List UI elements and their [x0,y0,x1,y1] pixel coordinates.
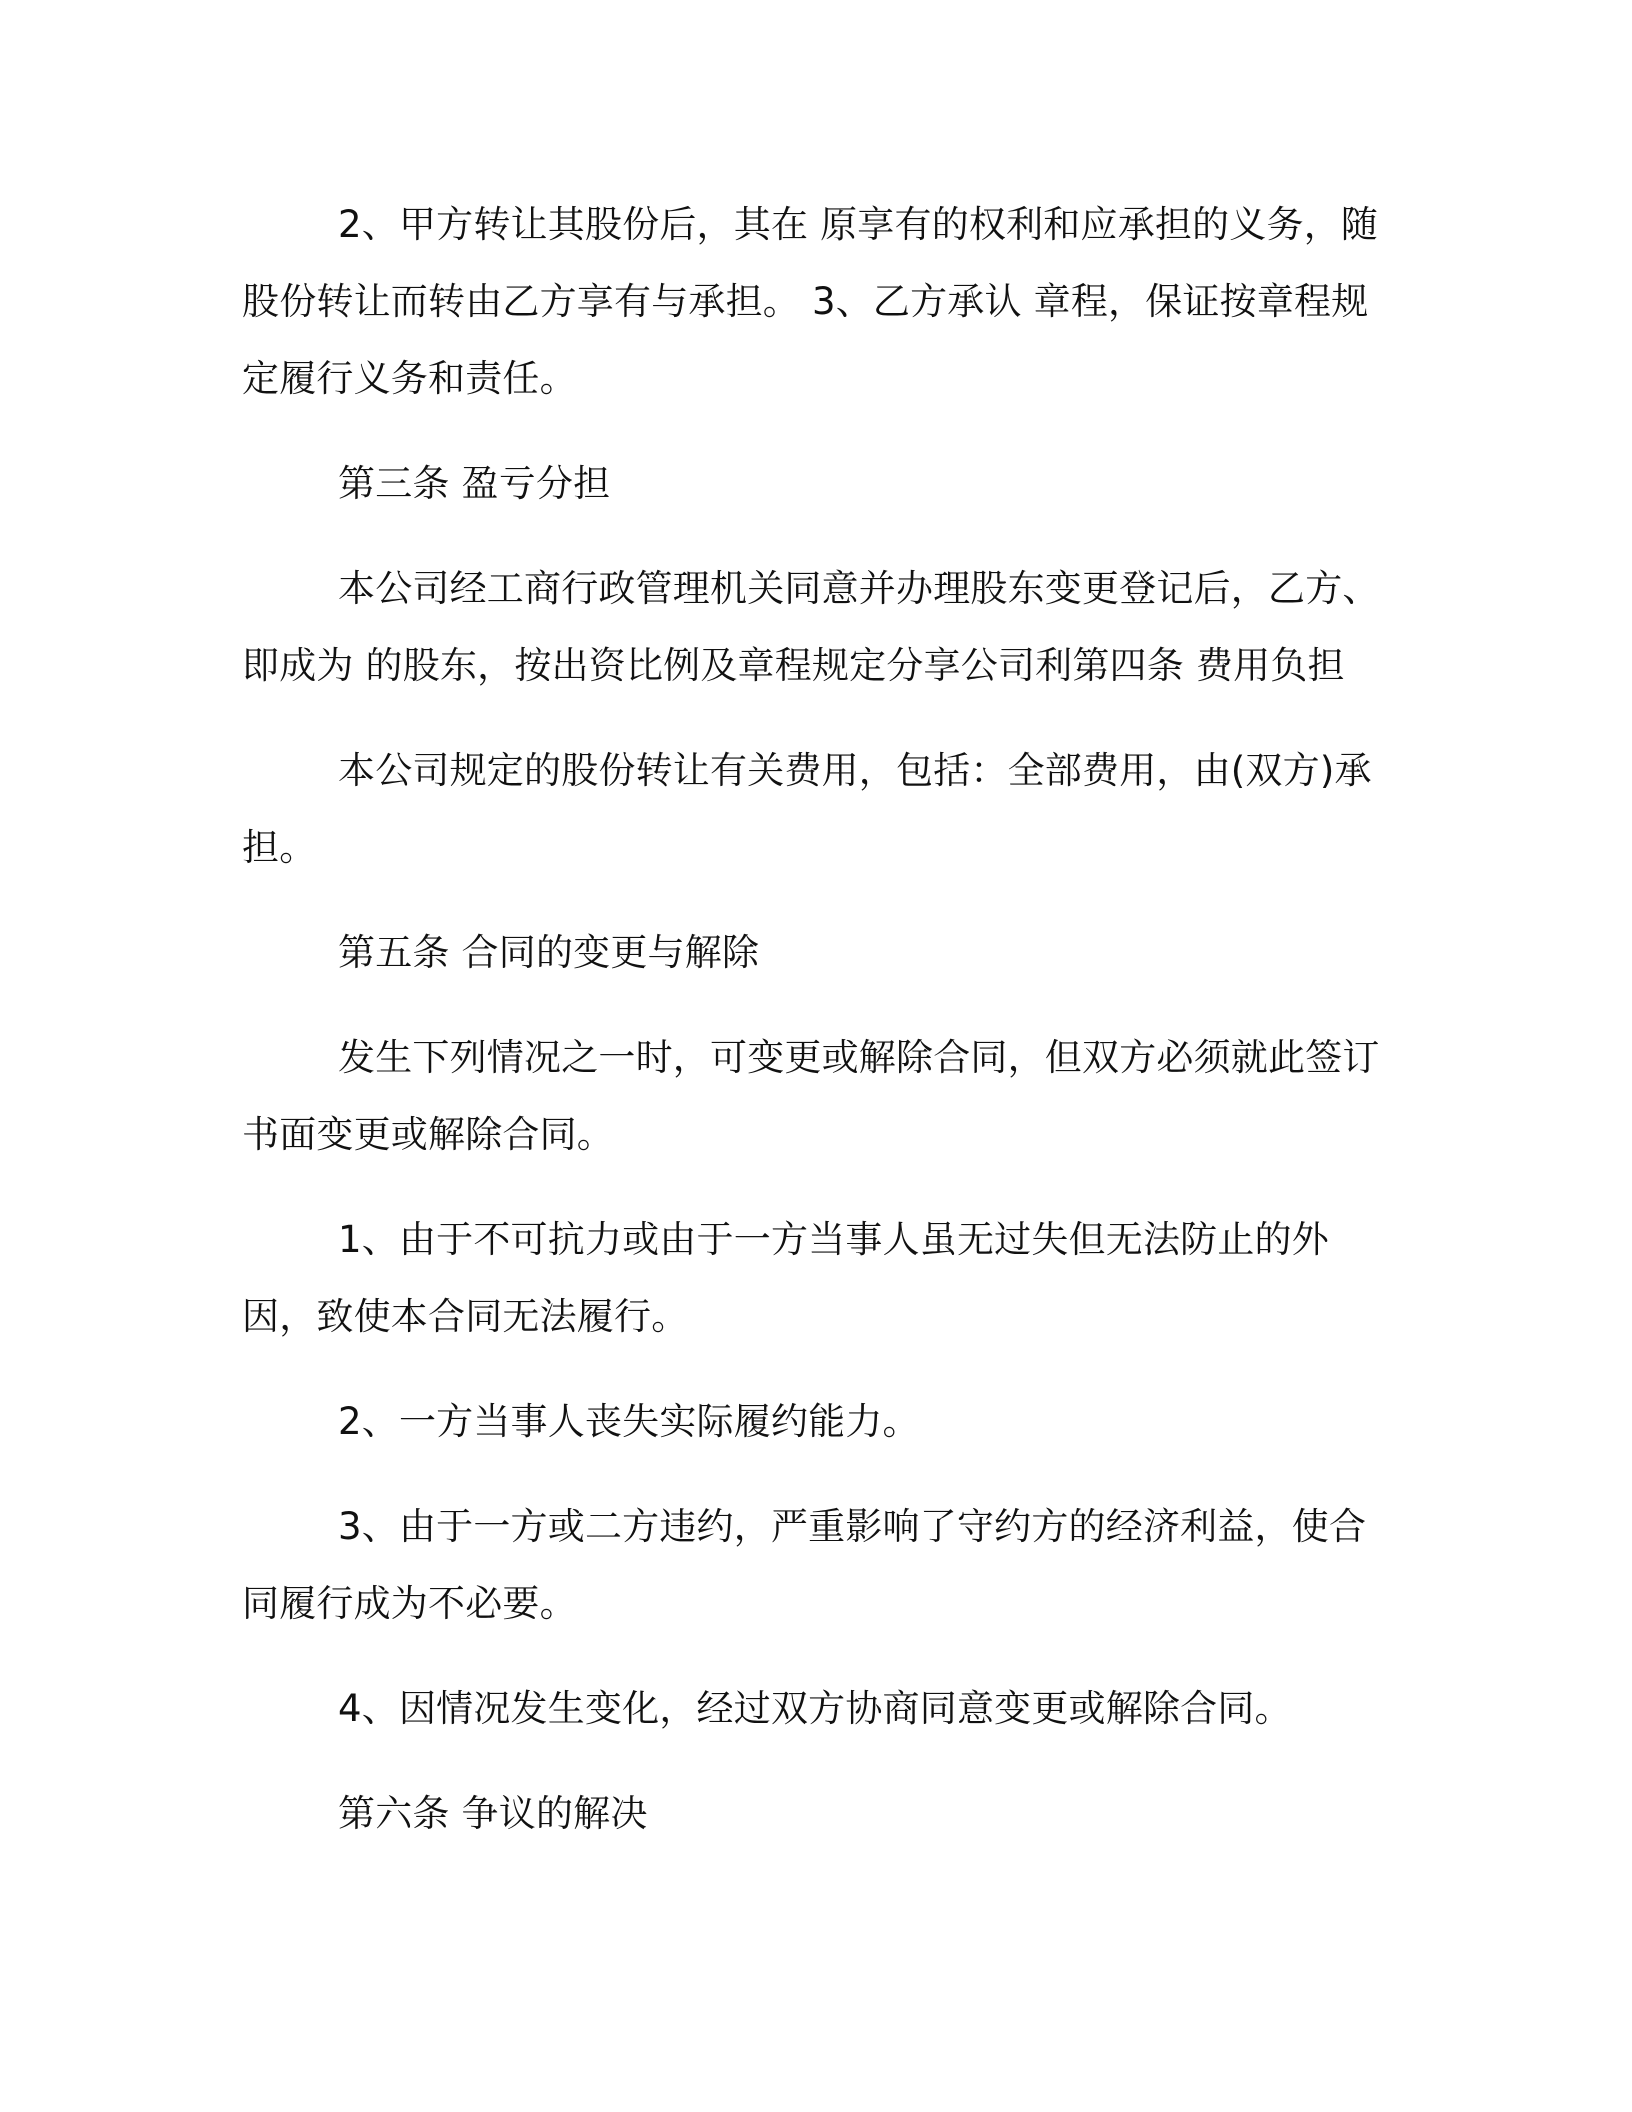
paragraph-fees: 本公司规定的股份转让有关费用，包括：全部费用，由(双方)承担。 [242,749,1372,869]
article-6-heading: 第六条 争议的解决 [338,1792,648,1835]
paragraph-share-transfer-rights: 2、甲方转让其股份后，其在 原享有的权利和应承担的义务，随股份转让而转由乙方享有与承担。 3、乙方承认 章程，保证按章程规定履行义务和责任。 [242,203,1379,400]
article-3-heading: 第三条 盈亏分担 [338,462,611,505]
paragraph-profit-loss: 本公司经工商行政管理机关同意并办理股东变更登记后，乙方、即成为 的股东，按出资比例及章程规定分享公司利第四条 费用负担 [242,567,1380,687]
list-item-1: 1、由于不可抗力或由于一方当事人虽无过失但无法防止的外因，致使本合同无法履行。 [242,1218,1329,1338]
list-item-4: 4、因情况发生变化，经过双方协商同意变更或解除合同。 [338,1687,1292,1730]
list-item-2: 2、一方当事人丧失实际履约能力。 [338,1400,920,1443]
document-body [242,186,1392,1880]
list-item-3: 3、由于一方或二方违约，严重影响了守约方的经济利益，使合同履行成为不必要。 [242,1505,1367,1625]
paragraph-change-conditions: 发生下列情况之一时，可变更或解除合同，但双方必须就此签订书面变更或解除合同。 [242,1036,1380,1156]
article-5-heading: 第五条 合同的变更与解除 [338,931,760,974]
